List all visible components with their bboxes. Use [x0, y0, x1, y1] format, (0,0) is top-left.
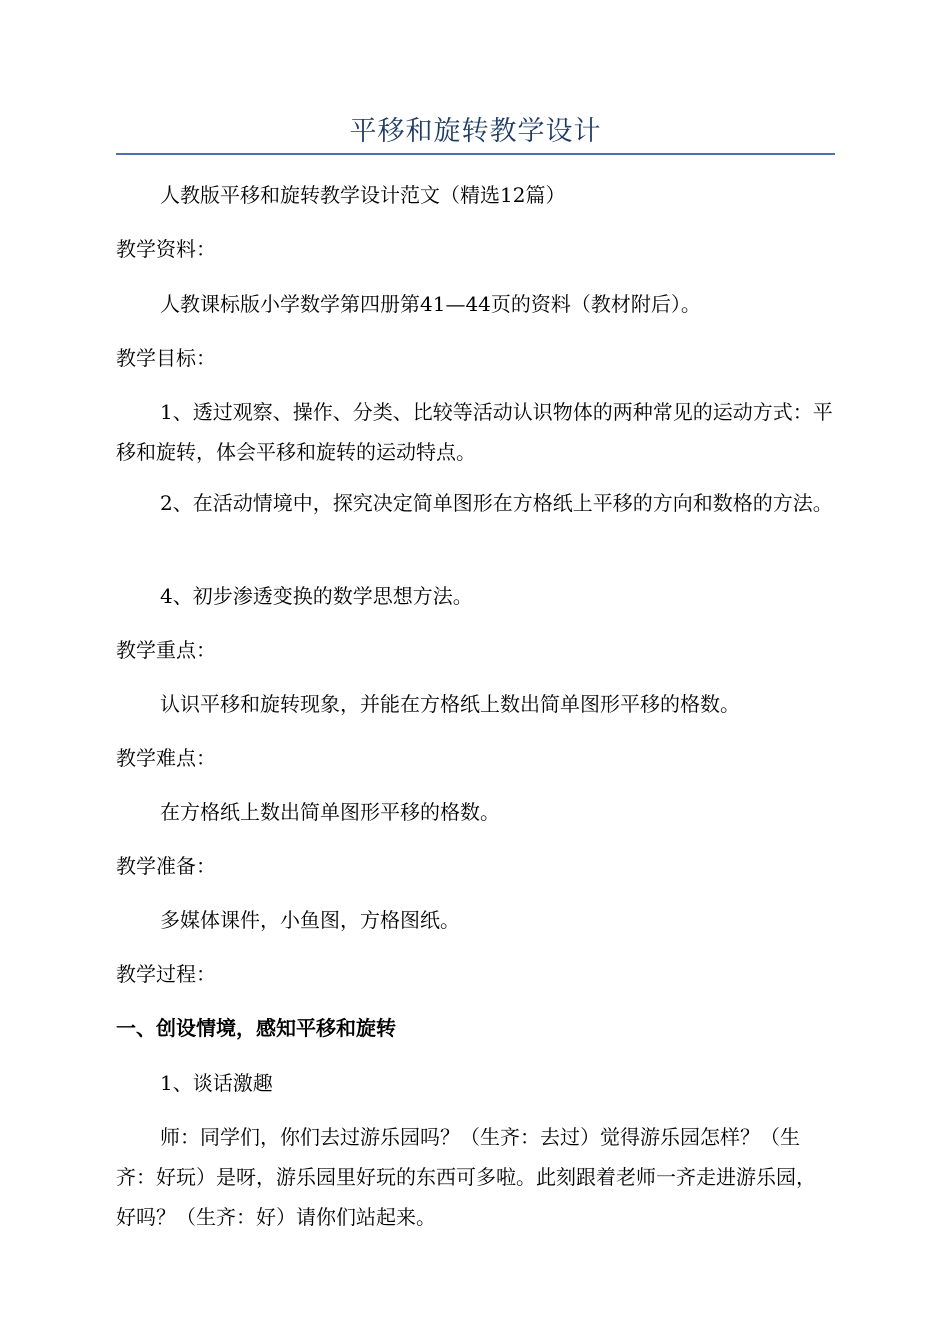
heading-preparation: 教学准备：: [116, 854, 216, 878]
heading-difficulties: 教学难点：: [116, 746, 216, 770]
paragraph-objective-1: 1、透过观察、操作、分类、比较等活动认识物体的两种常见的运动方式：平移和旋转，体会平移和旋转的运动特点。: [116, 400, 833, 464]
paragraph-preparation: 多媒体课件，小鱼图，方格图纸。: [160, 908, 460, 932]
section-heading-1: 一、创设情境，感知平移和旋转: [116, 1016, 396, 1040]
subheading-1: 1、谈话激趣: [160, 1071, 273, 1095]
paragraph-objective-4: 4、初步渗透变换的数学思想方法。: [160, 584, 473, 608]
document-title: 平移和旋转教学设计: [349, 116, 602, 147]
paragraph-objective-2: 2、在活动情境中，探究决定简单图形在方格纸上平移的方向和数格的方法。: [160, 491, 833, 515]
title-underline: [116, 153, 835, 155]
paragraph-subtitle: 人教版平移和旋转教学设计范文（精选12篇）: [160, 183, 566, 207]
heading-objectives: 教学目标：: [116, 346, 216, 370]
heading-key-points: 教学重点：: [116, 638, 216, 662]
paragraph-difficulties: 在方格纸上数出简单图形平移的格数。: [160, 800, 500, 824]
paragraph-materials: 人教课标版小学数学第四册第41—44页的资料（教材附后）。: [160, 292, 701, 316]
paragraph-dialogue: 师：同学们，你们去过游乐园吗？（生齐：去过）觉得游乐园怎样？（生齐：好玩）是呀，游乐园里好玩的东西可多啦。此刻跟着老师一齐走进游乐园，好吗？（生齐：好）请你们站起来。: [116, 1125, 816, 1229]
heading-materials: 教学资料：: [116, 237, 216, 261]
heading-process: 教学过程：: [116, 962, 216, 986]
paragraph-key-points: 认识平移和旋转现象，并能在方格纸上数出简单图形平移的格数。: [160, 692, 740, 716]
